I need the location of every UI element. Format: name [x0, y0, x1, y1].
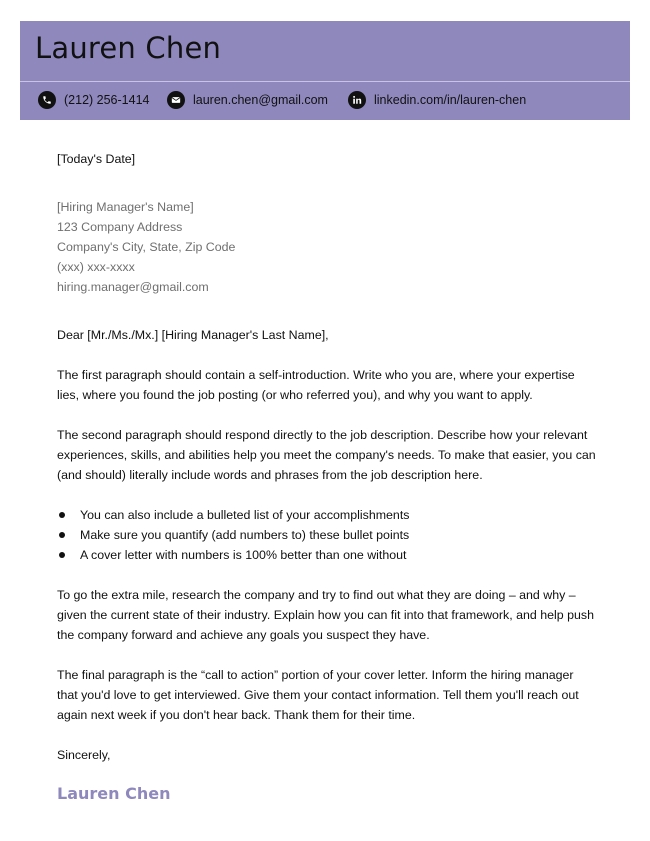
recipient-block — [57, 197, 235, 297]
letter-date: [Today's Date] — [57, 152, 136, 166]
header-divider — [20, 81, 630, 82]
closing: Sincerely, — [57, 748, 111, 762]
applicant-name: Lauren Chen — [35, 31, 222, 65]
paragraph-research: To go the extra mile, research the company and try to find out what they are doing – and why – given the current state of their industry. Explain how you can fit into that framework, and help push the company forward and achieve any goals you suspect they have. — [57, 588, 594, 642]
list-item: A cover letter with numbers is 100% better than one without — [57, 545, 409, 565]
bullet-icon — [59, 552, 65, 558]
paragraph-job-description: The second paragraph should respond directly to the job description. Describe how your relevant experiences, skills, and abilities help you meet the company's needs. To make that easier, you can (and should) literally include words and phrases from the job description here. — [57, 428, 596, 482]
recipient-city: Company's City, State, Zip Code — [57, 240, 236, 254]
salutation: Dear [Mr./Ms./Mx.] [Hiring Manager's Last Name], — [57, 328, 329, 342]
contact-phone — [38, 91, 149, 109]
accomplishment-list — [57, 505, 409, 565]
list-item: You can also include a bulleted list of your accomplishments — [57, 505, 409, 525]
linkedin-text: linkedin.com/in/lauren-chen — [374, 93, 527, 107]
recipient-address: 123 Company Address — [57, 220, 183, 234]
linkedin-icon — [348, 91, 366, 109]
contact-email — [167, 91, 328, 109]
email-text: lauren.chen@gmail.com — [193, 93, 328, 107]
recipient-phone: (xxx) xxx-xxxx — [57, 260, 135, 274]
signature-name: Lauren Chen — [57, 784, 171, 803]
phone-text: (212) 256-1414 — [64, 93, 150, 107]
paragraph-intro: The first paragraph should contain a self-introduction. Write who you are, where your expertise lies, where you found the job posting (or who referred you), and why you want to apply. — [57, 368, 575, 402]
recipient-name: [Hiring Manager's Name] — [57, 200, 194, 214]
bullet-icon — [59, 532, 65, 538]
contact-linkedin — [348, 91, 526, 109]
paragraph-call-to-action: The final paragraph is the “call to action” portion of your cover letter. Inform the hiring manager that you'd love to get interviewed. Give them your contact information. Tell them you'll reach out again next week if you don't hear back. Thank them for their time. — [57, 668, 579, 722]
header-banner — [20, 21, 630, 120]
email-icon — [167, 91, 185, 109]
list-item: Make sure you quantify (add numbers to) these bullet points — [57, 525, 409, 545]
recipient-email: hiring.manager@gmail.com — [57, 280, 209, 294]
phone-icon — [38, 91, 56, 109]
bullet-icon — [59, 512, 65, 518]
